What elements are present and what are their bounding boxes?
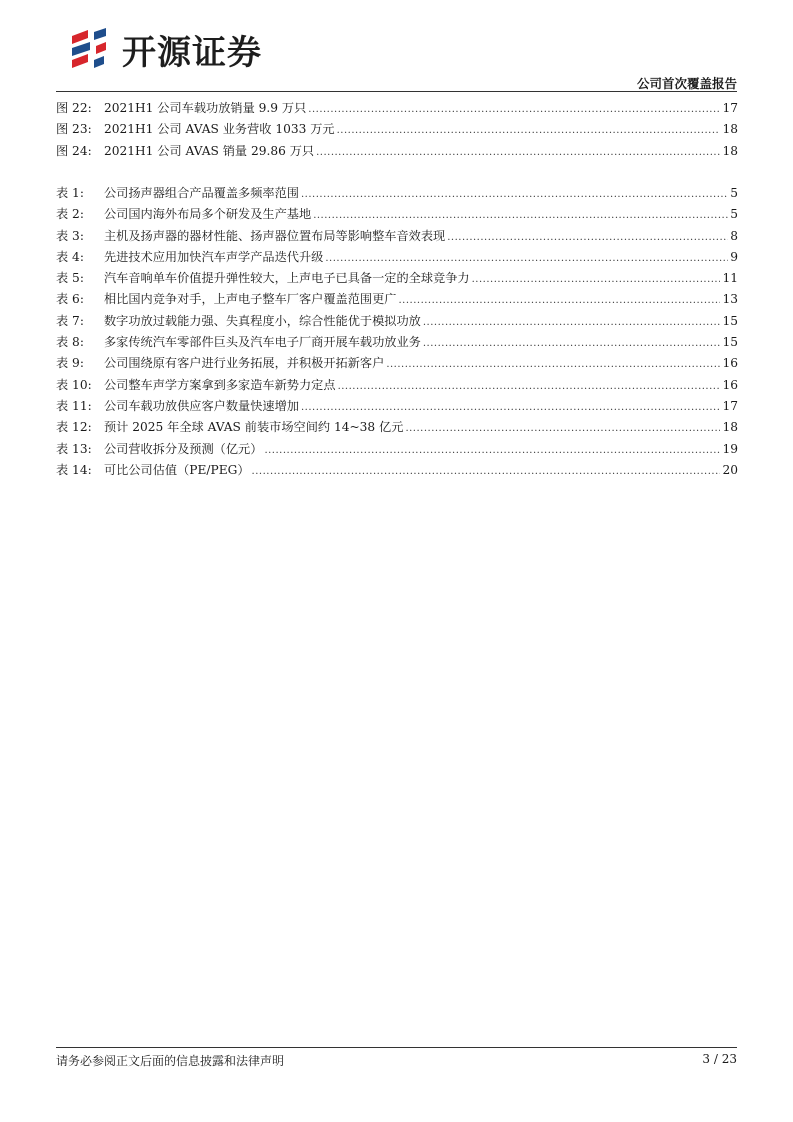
toc-title: 公司围绕原有客户进行业务拓展，并积极开拓新客户 <box>104 356 385 371</box>
toc-page-number: 20 <box>722 462 738 477</box>
toc-leader-dots <box>423 338 721 349</box>
toc-label: 图 22: <box>56 101 92 115</box>
toc-entry-figure[interactable] <box>56 142 738 163</box>
toc-leader-dots <box>399 295 721 306</box>
toc-leader-dots <box>338 381 721 392</box>
toc-page-number: 8 <box>730 228 738 243</box>
toc-leader-dots <box>308 104 720 115</box>
toc-entry-figure[interactable] <box>56 99 738 120</box>
toc-leader-dots <box>313 210 728 221</box>
toc-title: 公司国内海外布局多个研发及生产基地 <box>104 207 312 222</box>
toc-title: 2021H1 公司 AVAS 业务营收 1033 万元 <box>104 122 335 137</box>
toc-page-number: 19 <box>722 441 738 456</box>
toc-leader-dots <box>316 147 720 158</box>
toc-entry-table[interactable] <box>56 312 738 333</box>
report-type-label: 公司首次覆盖报告 <box>636 76 737 91</box>
toc-entry-table[interactable] <box>56 397 738 418</box>
toc-title: 公司营收拆分及预测（亿元） <box>104 441 263 456</box>
toc-leader-dots <box>325 253 728 264</box>
toc-page-number: 5 <box>730 207 738 222</box>
toc-leader-dots <box>423 317 721 328</box>
toc-leader-dots <box>337 125 721 136</box>
toc-title: 2021H1 公司车载功放销量 9.9 万只 <box>104 101 307 115</box>
toc-entry-table[interactable] <box>56 184 738 205</box>
toc-title: 2021H1 公司 AVAS 销量 29.86 万只 <box>104 143 315 158</box>
toc-leader-dots <box>301 189 728 200</box>
footer-disclaimer: 请务必参阅正文后面的信息披露和法律声明 <box>56 1054 285 1068</box>
toc-title: 数字功放过载能力强、失真程度小，综合性能优于模拟功放 <box>104 313 421 328</box>
toc-title: 公司整车声学方案拿到多家造车新势力定点 <box>104 377 336 392</box>
toc-label: 表 4: <box>56 249 84 264</box>
toc-page-number: 16 <box>722 356 738 371</box>
toc-leader-dots <box>252 466 721 477</box>
toc-label: 图 24: <box>56 143 92 158</box>
brand-name: 开源证券 <box>122 32 262 73</box>
toc-title: 预计 2025 年全球 AVAS 前装市场空间约 14~38 亿元 <box>104 420 404 435</box>
toc-label: 表 1: <box>56 186 84 200</box>
figure-list <box>56 99 738 163</box>
toc-label: 表 5: <box>56 271 84 286</box>
toc-title: 多家传统汽车零部件巨头及汽车电子厂商开展车载功放业务 <box>104 335 421 350</box>
toc-title: 先进技术应用加快汽车声学产品迭代升级 <box>104 249 324 264</box>
toc-title: 公司车载功放供应客户数量快速增加 <box>104 398 299 413</box>
toc-page-number: 13 <box>722 292 738 307</box>
toc-entry-table[interactable] <box>56 354 738 375</box>
toc-page-number: 18 <box>722 122 738 137</box>
page-indicator: 3 / 23 <box>702 1052 737 1066</box>
toc-entry-table[interactable] <box>56 440 738 461</box>
kaiyuan-logo-icon <box>66 26 112 72</box>
toc-entry-table[interactable] <box>56 290 738 311</box>
toc-label: 表 2: <box>56 207 84 222</box>
brand-logo <box>66 25 262 73</box>
toc-label: 表 14: <box>56 462 92 477</box>
toc-title: 汽车音响单车价值提升弹性较大，上声电子已具备一定的全球竞争力 <box>104 271 470 286</box>
toc-label: 表 9: <box>56 356 84 371</box>
toc-entry-figure[interactable] <box>56 120 738 141</box>
toc-page-number: 9 <box>730 249 738 264</box>
toc-page-number: 18 <box>722 143 738 158</box>
toc-entry-table[interactable] <box>56 333 738 354</box>
toc-leader-dots <box>301 402 720 413</box>
toc-page-number: 17 <box>722 398 738 413</box>
toc-entry-table[interactable] <box>56 248 738 269</box>
toc-leader-dots <box>472 274 721 285</box>
toc-entry-table[interactable] <box>56 269 738 290</box>
toc-label: 图 23: <box>56 122 92 137</box>
toc-leader-dots <box>447 232 728 243</box>
toc-title: 公司扬声器组合产品覆盖多频率范围 <box>104 186 299 200</box>
header-divider <box>56 91 737 92</box>
footer-divider <box>56 1047 737 1048</box>
toc-page-number: 11 <box>722 271 738 286</box>
toc-entry-table[interactable] <box>56 418 738 439</box>
toc-label: 表 8: <box>56 335 84 350</box>
toc-label: 表 6: <box>56 292 84 307</box>
toc-title: 相比国内竞争对手，上声电子整车厂客户覆盖范围更广 <box>104 292 397 307</box>
toc-page-number: 17 <box>722 101 738 115</box>
toc-label: 表 13: <box>56 441 92 456</box>
toc-page-number: 15 <box>722 313 738 328</box>
toc-page-number: 16 <box>722 377 738 392</box>
toc-leader-dots <box>386 359 720 370</box>
toc-title: 主机及扬声器的器材性能、扬声器位置布局等影响整车音效表现 <box>104 228 446 243</box>
toc-entry-table[interactable] <box>56 205 738 226</box>
table-list <box>56 184 738 482</box>
toc-label: 表 11: <box>56 398 92 413</box>
toc-leader-dots <box>405 423 720 434</box>
toc-entry-table[interactable] <box>56 461 738 482</box>
toc-label: 表 12: <box>56 420 92 435</box>
toc-title: 可比公司估值（PE/PEG） <box>104 462 250 477</box>
toc-entry-table[interactable] <box>56 227 738 248</box>
toc-label: 表 3: <box>56 228 84 243</box>
toc-label: 表 7: <box>56 313 84 328</box>
toc-page-number: 18 <box>722 420 738 435</box>
toc-page-number: 15 <box>722 335 738 350</box>
toc-entry-table[interactable] <box>56 376 738 397</box>
toc-leader-dots <box>264 445 720 456</box>
toc-label: 表 10: <box>56 377 92 392</box>
toc-page-number: 5 <box>730 186 738 200</box>
